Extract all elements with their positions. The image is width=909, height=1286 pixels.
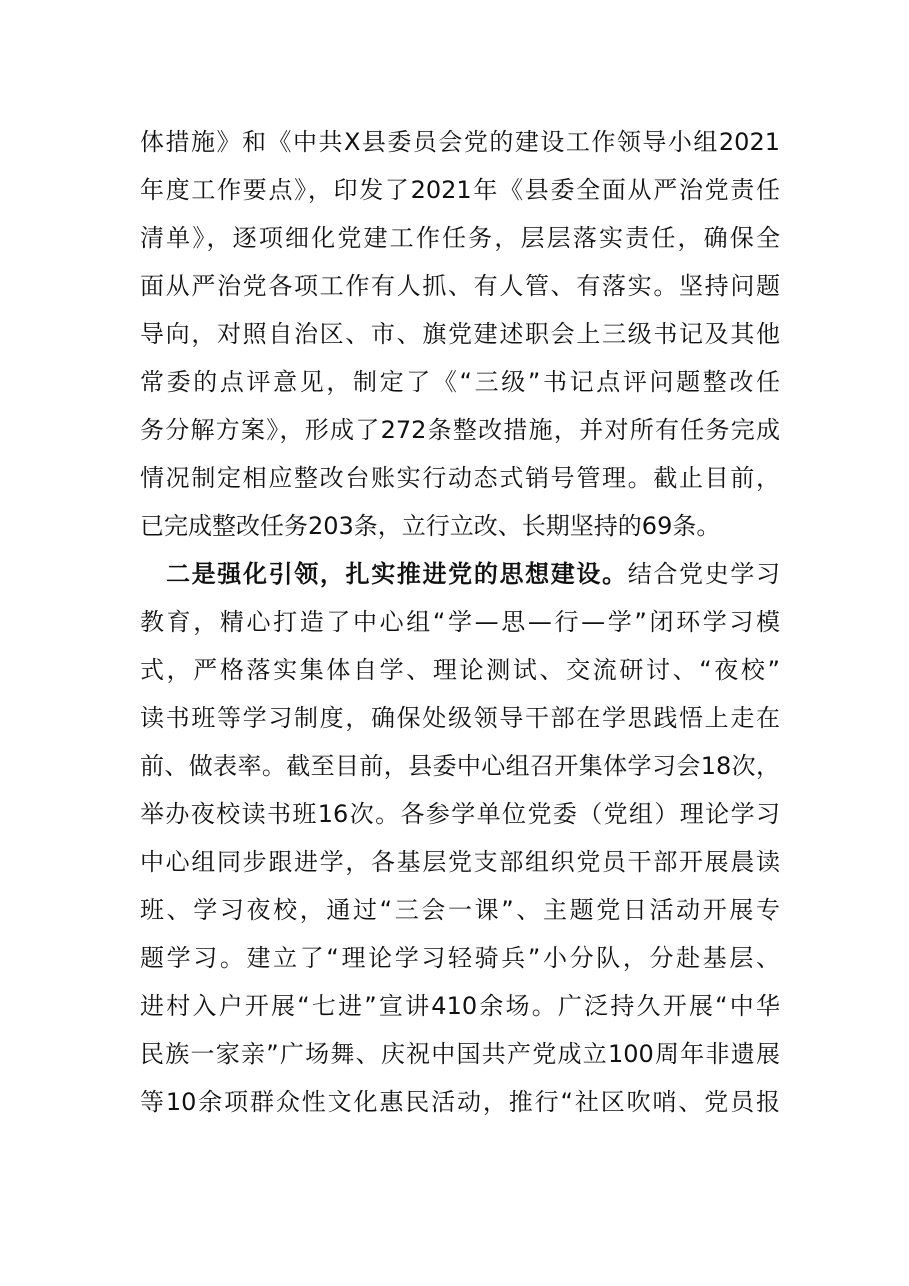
text-line: 中心组同步跟进学，各基层党支部组织党员干部开展晨读 <box>140 848 780 876</box>
paragraph-1 <box>140 118 780 550</box>
paragraph-2 <box>140 550 780 1126</box>
paragraph-heading: 二是强化引领，扎实推进党的思想建设。 <box>166 560 628 588</box>
text-line: 前、做表率。截至目前，县委中心组召开集体学习会18次， <box>140 752 780 780</box>
text-line: 进村入户开展“七进”宣讲410余场。广泛持久开展“中华 <box>140 992 780 1020</box>
text-line: 式，严格落实集体自学、理论测试、交流研讨、“夜校” <box>140 656 780 684</box>
text-line: 题学习。建立了“理论学习轻骑兵”小分队，分赴基层、 <box>140 944 780 972</box>
text-line: 已完成整改任务203条，立行立改、长期坚持的69条。 <box>140 512 721 540</box>
text-run: 结合党史学习 <box>627 560 781 588</box>
body-text <box>140 118 780 1126</box>
text-line: 务分解方案》，形成了272条整改措施，并对所有任务完成 <box>140 416 780 444</box>
text-line: 读书班等学习制度，确保处级领导干部在学思践悟上走在 <box>140 704 780 732</box>
text-line: 班、学习夜校，通过“三会一课”、主题党日活动开展专 <box>140 896 780 924</box>
text-line: 举办夜校读书班16次。各参学单位党委（党组）理论学习 <box>140 800 780 828</box>
text-line: 等10余项群众性文化惠民活动，推行“社区吹哨、党员报 <box>140 1088 780 1116</box>
text-line: 清单》，逐项细化党建工作任务，层层落实责任，确保全 <box>140 224 780 252</box>
paragraph-first-line <box>140 550 780 598</box>
text-line: 情况制定相应整改台账实行动态式销号管理。截止目前， <box>140 464 780 492</box>
text-line: 面从严治党各项工作有人抓、有人管、有落实。坚持问题 <box>140 272 780 300</box>
text-line: 民族一家亲”广场舞、庆祝中国共产党成立100周年非遗展 <box>140 1040 780 1068</box>
text-line: 年度工作要点》，印发了2021年《县委全面从严治党责任 <box>140 176 780 204</box>
text-line: 体措施》和《中共X县委员会党的建设工作领导小组2021 <box>140 128 780 156</box>
text-line: 常委的点评意见，制定了《“三级”书记点评问题整改任 <box>140 368 780 396</box>
text-line: 导向，对照自治区、市、旗党建述职会上三级书记及其他 <box>140 320 780 348</box>
text-line: 教育，精心打造了中心组“学—思—行—学”闭环学习模 <box>140 608 780 636</box>
